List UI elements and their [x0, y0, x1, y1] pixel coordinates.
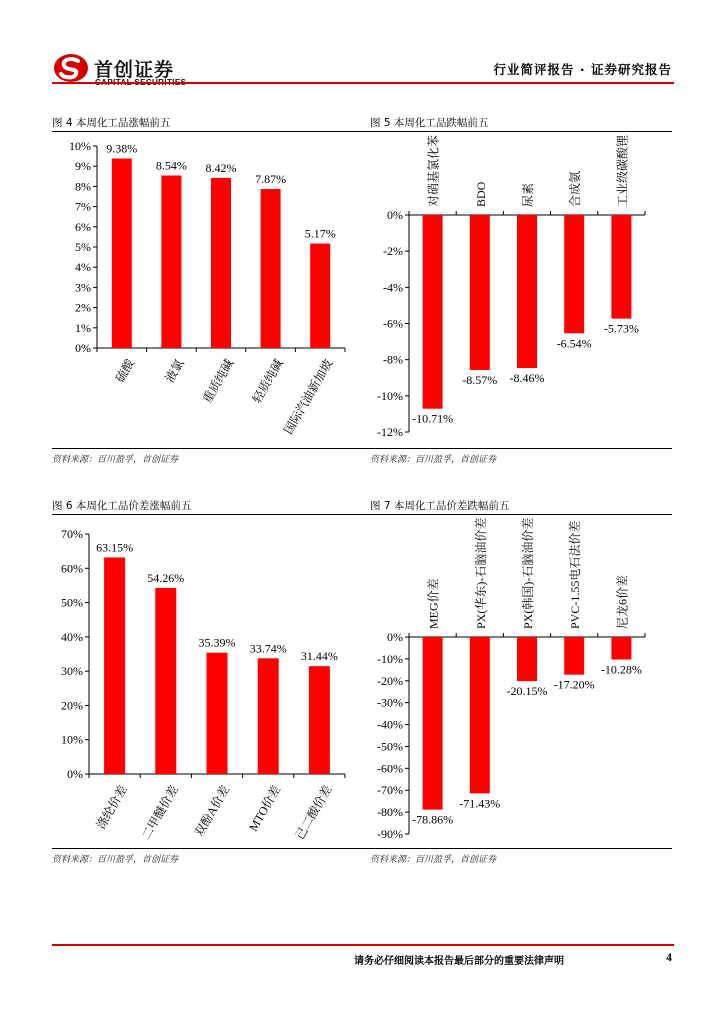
chart-2-y-tick-label: 40%: [61, 629, 83, 644]
chart-0-y-tick-label: 9%: [75, 159, 91, 174]
chart-3-y-tick-label: -60%: [377, 761, 403, 776]
figure-7-title: 图 7 本周化工品价差跌幅前五: [370, 500, 510, 512]
chart-3-y-tick-label: -70%: [377, 783, 403, 798]
chart-3-y-tick-label: -90%: [377, 827, 403, 841]
chart-3-data-label: -20.15%: [506, 684, 548, 699]
chart-3-data-label: -78.86%: [412, 812, 454, 827]
report-type: 行业简评报告 · 证券研究报告: [493, 62, 672, 77]
chart-1-data-label: -8.57%: [462, 372, 498, 387]
chart-0-y-tick-label: 4%: [75, 260, 91, 275]
chart-3-bar: [423, 637, 443, 810]
chart-3-data-label: -10.28%: [600, 662, 642, 677]
chart-3-category-label: PX(华东)-石脑油价差: [473, 517, 488, 629]
chart-0-y-tick-label: 5%: [75, 240, 91, 254]
footer-divider: [52, 944, 674, 946]
figure-7-source: 资料来源：百川盈孚，首创证券: [370, 855, 497, 865]
page-number: 4: [666, 950, 672, 964]
chart-1-data-label: -5.73%: [603, 321, 639, 336]
brand-name: 首创证券: [94, 59, 175, 81]
chart-1-category-label: 合成氨: [568, 170, 583, 207]
chart-0-y-tick-label: 3%: [75, 280, 91, 295]
chart-1-data-label: -6.54%: [556, 336, 592, 351]
chart-0-bar: [310, 244, 330, 348]
figure-5-source: 资料来源：百川盈孚，首创证券: [370, 455, 497, 465]
chart-3-bar: [517, 637, 537, 681]
chart-3-category-label: PX(韩国)-石脑油价差: [521, 517, 535, 629]
chart-2-category-label: 二甲醚价差: [138, 782, 182, 842]
chart-3-y-tick-label: 0%: [387, 630, 403, 644]
chart-2-data-label: 54.26%: [147, 570, 185, 585]
chart-2-bar: [155, 588, 176, 774]
chart-1-category-label: 工业级碳酸锂: [615, 134, 630, 207]
chart-1-bar: [470, 215, 490, 370]
chart-3-y-tick-label: -50%: [377, 739, 403, 754]
chart-0-category-label: 国际汽油新加坡: [281, 356, 336, 437]
chart-0-data-label: 9.38%: [106, 141, 138, 156]
chart-0-data-label: 8.42%: [205, 160, 237, 175]
chart-2-y-tick-label: 30%: [61, 664, 83, 679]
chart-1-category-label: 对硝基氯化苯: [426, 134, 441, 207]
chart-1-data-label: -8.46%: [509, 370, 545, 385]
chart-0-data-label: 8.54%: [155, 158, 187, 173]
chart-3-category-label: 尼龙6价差: [615, 574, 630, 629]
chart-2-y-tick-label: 20%: [61, 698, 83, 713]
chart-2-data-label: 35.39%: [198, 635, 236, 650]
chart-2-category-label: 涤纶价差: [93, 782, 130, 832]
chart-1-bar: [517, 215, 537, 368]
chart-0-y-tick-label: 6%: [75, 219, 91, 234]
chart-0-y-tick-label: 0%: [75, 341, 91, 355]
chart-1-data-label: -10.71%: [412, 411, 454, 426]
chart-2-y-tick-label: 60%: [61, 561, 83, 576]
chart-1-y-tick-label: -6%: [383, 316, 403, 331]
chart-1-bar: [564, 215, 584, 333]
chart-2-bar: [258, 658, 279, 774]
figure-4-title: 图 4 本周化工品涨幅前五: [52, 117, 171, 129]
chart-0-data-label: 7.87%: [255, 172, 287, 187]
chart-0-y-tick-label: 10%: [69, 139, 91, 153]
chart-2-category-label: 己二酸价差: [292, 782, 335, 842]
figure-6-title: 图 6 本周化工品价差涨幅前五: [52, 500, 192, 512]
figure-4-source: 资料来源：百川盈孚，首创证券: [52, 455, 179, 465]
chart-0-bar: [261, 189, 281, 348]
chart-0-bar: [112, 159, 132, 348]
chart-1-category-label: BDO: [473, 181, 488, 207]
chart-2-bar: [309, 666, 330, 774]
chart-3-data-label: -17.20%: [553, 677, 595, 692]
chart-0-bar: [161, 175, 181, 348]
chart-2-data-label: 31.44%: [300, 649, 338, 664]
chart-2-category-label: 双酚A价差: [191, 782, 233, 839]
chart-0-y-tick-label: 8%: [75, 179, 91, 194]
chart-1-y-tick-label: -12%: [377, 425, 403, 439]
chart-0-bar: [211, 178, 231, 348]
chart-2-category-label: MTO价差: [246, 782, 284, 834]
chart-3-y-tick-label: -30%: [377, 695, 403, 710]
chart-0-category-label: 重质纯碱: [200, 356, 237, 406]
chart-3-bar: [611, 637, 631, 660]
chart-3-bar: [470, 637, 490, 793]
chart-0-data-label: 5.17%: [304, 226, 336, 241]
chart-1-y-tick-label: -4%: [383, 280, 403, 295]
chart-1-y-tick-label: 0%: [387, 208, 403, 222]
chart-3-bar: [564, 637, 584, 675]
chart-3-y-tick-label: -80%: [377, 805, 403, 820]
chart-2-y-tick-label: 50%: [61, 595, 83, 610]
chart-2-bar: [104, 557, 125, 774]
legal-disclaimer: 请务必仔细阅读本报告最后部分的重要法律声明: [354, 956, 564, 967]
chart-3-category-label: MEG价差: [426, 578, 441, 629]
chart-3-y-tick-label: -10%: [377, 651, 403, 666]
chart-3-data-label: -71.43%: [459, 796, 501, 811]
chart-1-y-tick-label: -2%: [383, 244, 403, 259]
chart-0-y-tick-label: 2%: [75, 300, 91, 315]
chart-0-y-tick-label: 1%: [75, 320, 91, 335]
chart-0-category-label: 硫酸: [112, 356, 138, 385]
chart-2-data-label: 63.15%: [96, 540, 134, 555]
chart-1-category-label: 尿素: [521, 182, 535, 207]
chart-2-y-tick-label: 0%: [67, 767, 83, 781]
figure-6-source: 资料来源：百川盈孚，首创证券: [52, 855, 179, 865]
figure-5-title: 图 5 本周化工品跌幅前五: [370, 117, 489, 129]
chart-3-y-tick-label: -20%: [377, 673, 403, 688]
chart-1-bar: [423, 215, 443, 409]
chart-1-y-tick-label: -8%: [383, 352, 403, 367]
chart-2-y-tick-label: 70%: [61, 527, 83, 541]
chart-1-bar: [611, 215, 631, 319]
chart-3-category-label: PVC-1.55电石法价差: [568, 520, 583, 629]
chart-2-y-tick-label: 10%: [61, 732, 83, 747]
chart-1-y-tick-label: -10%: [377, 388, 403, 403]
chart-2-bar: [207, 653, 228, 774]
chart-2-data-label: 33.74%: [249, 641, 287, 656]
chart-0-y-tick-label: 7%: [75, 199, 91, 214]
chart-0-category-label: 轻质纯碱: [249, 356, 286, 406]
chart-0-category-label: 液氯: [162, 356, 187, 385]
chart-3-y-tick-label: -40%: [377, 717, 403, 732]
